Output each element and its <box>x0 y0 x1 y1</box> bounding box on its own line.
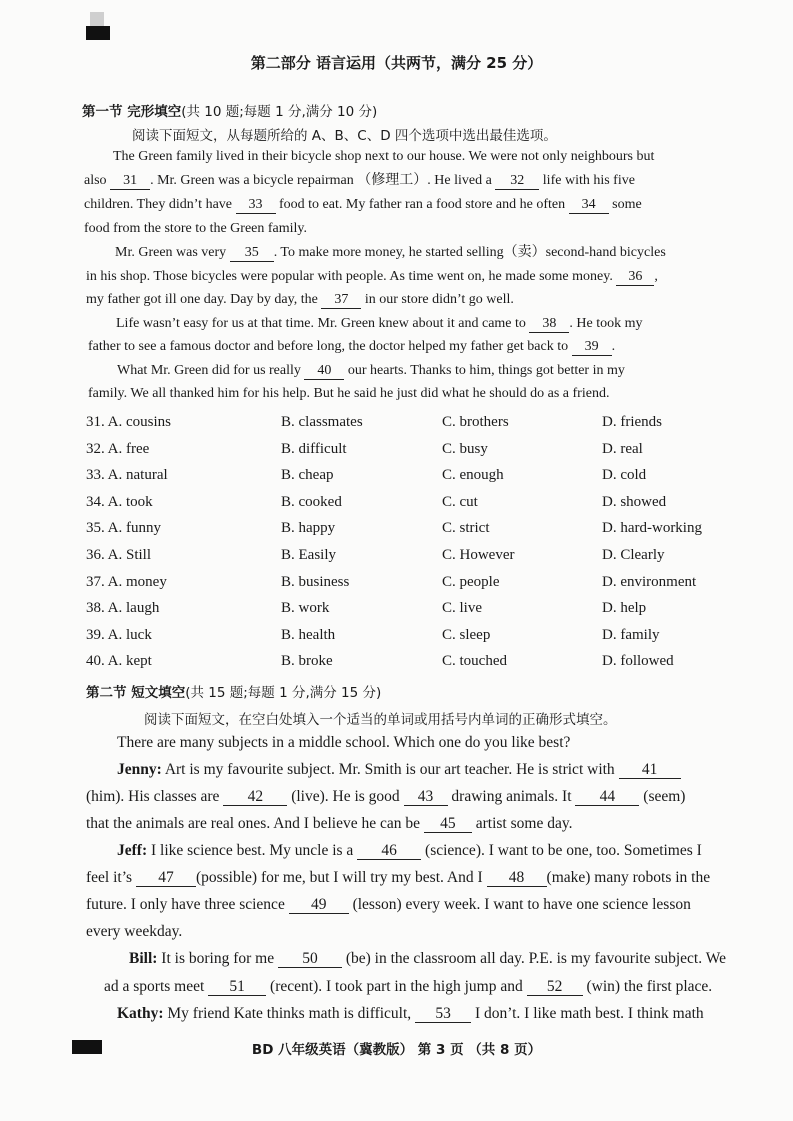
option-c[interactable]: C. brothers <box>442 414 509 430</box>
blank-42[interactable]: 42 <box>223 789 287 806</box>
passage-line: family. We all thanked him for his help. But he said he just did what he should do as a friend. <box>88 386 610 401</box>
option-a[interactable]: 36. A. Still <box>86 547 152 563</box>
option-row <box>86 520 746 540</box>
passage-line: Mr. Green was very 35 . To make more money, he started selling（卖）second-hand bicycles <box>115 245 666 260</box>
speaker-bill: Bill: <box>129 950 158 967</box>
option-c[interactable]: C. people <box>442 573 500 590</box>
section-1-title-rest: (共 10 题;每题 1 分,满分 10 分) <box>181 104 378 120</box>
blank-35[interactable]: 35 <box>230 245 274 262</box>
blank-44[interactable]: 44 <box>575 789 639 806</box>
passage-line: my father got ill one day. Day by day, the 37 in our store didn’t go well. <box>86 292 514 307</box>
option-a[interactable]: 37. A. money <box>86 573 167 590</box>
option-a[interactable]: 38. A. laugh <box>86 600 160 617</box>
passage-line: in his shop. Those bicycles were popular with people. As time went on, he made some money. 36 , <box>86 269 658 284</box>
option-c[interactable]: C. sleep <box>442 626 491 643</box>
option-c[interactable]: C. However <box>442 547 515 563</box>
option-a[interactable]: 39. A. luck <box>86 626 152 643</box>
option-row <box>86 467 746 487</box>
option-d[interactable]: D. Clearly <box>602 547 665 563</box>
passage-line: father to see a famous doctor and before long, the doctor helped my father get back to 39 . <box>88 339 616 354</box>
option-c[interactable]: C. strict <box>442 520 490 537</box>
blank-43[interactable]: 43 <box>404 789 448 806</box>
blank-40[interactable]: 40 <box>304 363 344 380</box>
option-c[interactable]: C. busy <box>442 440 488 457</box>
passage-line: Jeff: I like science best. My uncle is a 46 (science). I want to be one, too. Sometimes I <box>117 842 702 859</box>
option-a[interactable]: 33. A. natural <box>86 467 168 484</box>
option-b[interactable]: B. health <box>281 626 336 643</box>
part-title: 第二部分 语言运用（共两节，满分 25 分） <box>250 54 543 72</box>
redaction-mark <box>86 26 110 40</box>
option-b[interactable]: B. cheap <box>281 467 334 484</box>
option-b[interactable]: B. difficult <box>281 440 347 457</box>
passage-line: There are many subjects in a middle school. Which one do you like best? <box>117 734 571 751</box>
option-b[interactable]: B. happy <box>281 520 336 537</box>
option-row <box>86 600 746 620</box>
passage-line: future. I only have three science 49 (lesson) every week. I want to have one science lesson <box>86 896 691 913</box>
speaker-kathy: Kathy: <box>117 1005 164 1022</box>
section-1-title <box>82 100 377 120</box>
passage-line: Life wasn’t easy for us at that time. Mr. Green knew about it and came to 38 . He took my <box>116 316 643 331</box>
option-d[interactable]: D. friends <box>602 414 662 430</box>
blank-46[interactable]: 46 <box>357 843 421 860</box>
option-b[interactable]: B. business <box>281 573 350 590</box>
blank-41[interactable]: 41 <box>619 762 681 779</box>
option-a[interactable]: 35. A. funny <box>86 520 161 537</box>
option-d[interactable]: D. cold <box>602 467 647 484</box>
passage-line: Kathy: My friend Kate thinks math is difficult, 53 I don’t. I like math best. I think math <box>117 1005 704 1022</box>
blank-52[interactable]: 52 <box>527 979 583 996</box>
section-2-title-rest: (共 15 题;每题 1 分,满分 15 分) <box>185 685 382 701</box>
passage-line: The Green family lived in their bicycle shop next to our house. We were not only neighbours but <box>113 149 655 164</box>
blank-45[interactable]: 45 <box>424 816 472 833</box>
speaker-jeff: Jeff: <box>117 842 148 859</box>
option-d[interactable]: D. environment <box>602 573 697 590</box>
blank-51[interactable]: 51 <box>208 979 266 996</box>
option-d[interactable]: D. showed <box>602 493 667 510</box>
blank-31[interactable]: 31 <box>110 173 150 190</box>
passage-line: food from the store to the Green family. <box>84 221 308 236</box>
option-a[interactable]: 31. A. cousins <box>86 414 172 430</box>
passage-line: What Mr. Green did for us really 40 our hearts. Thanks to him, things got better in my <box>117 363 625 378</box>
blank-38[interactable]: 38 <box>529 316 569 333</box>
passage-line: Bill: It is boring for me 50 (be) in the classroom all day. P.E. is my favourite subject. We <box>129 950 726 967</box>
passage-line: (him). His classes are 42 (live). He is good 43 drawing animals. It 44 (seem) <box>86 788 686 805</box>
blank-33[interactable]: 33 <box>236 197 276 214</box>
redaction-mark <box>90 12 104 26</box>
option-d[interactable]: D. hard-working <box>602 520 702 537</box>
section-2-title-bold: 第二节 短文填空 <box>86 685 186 701</box>
section-2-title <box>86 681 381 701</box>
section-1-instruction: 阅读下面短文，从每题所给的 A、B、C、D 四个选项中选出最佳选项。 <box>132 128 557 144</box>
blank-47[interactable]: 47 <box>136 870 196 887</box>
option-row <box>86 441 746 461</box>
option-d[interactable]: D. help <box>602 600 647 617</box>
blank-48[interactable]: 48 <box>487 870 547 887</box>
blank-50[interactable]: 50 <box>278 951 342 968</box>
passage-line: feel it’s 47 (possible) for me, but I will try my best. And I 48 (make) many robots in the <box>86 869 711 886</box>
speaker-jenny: Jenny: <box>117 761 162 778</box>
option-b[interactable]: B. cooked <box>281 493 342 510</box>
option-d[interactable]: D. family <box>602 626 660 643</box>
option-d[interactable]: D. real <box>602 440 643 457</box>
option-b[interactable]: B. Easily <box>281 547 336 563</box>
option-row <box>86 627 746 647</box>
option-c[interactable]: C. cut <box>442 493 478 510</box>
blank-34[interactable]: 34 <box>569 197 609 214</box>
passage-line: children. They didn’t have 33 food to eat. My father ran a food store and he often 34 some <box>84 197 642 212</box>
option-d[interactable]: D. followed <box>602 653 674 670</box>
passage-line: also 31 . Mr. Green was a bicycle repairman （修理工）. He lived a 32 life with his five <box>84 173 635 188</box>
option-a[interactable]: 40. A. kept <box>86 653 152 670</box>
blank-39[interactable]: 39 <box>572 339 612 356</box>
option-row <box>86 414 746 434</box>
option-a[interactable]: 34. A. took <box>86 493 153 510</box>
option-c[interactable]: C. enough <box>442 467 504 484</box>
option-row <box>86 653 746 673</box>
passage-line: that the animals are real ones. And I believe he can be 45 artist some day. <box>86 815 573 832</box>
passage-line: Jenny: Art is my favourite subject. Mr. Smith is our art teacher. He is strict with 41 <box>117 761 681 779</box>
blank-49[interactable]: 49 <box>289 897 349 914</box>
option-b[interactable]: B. classmates <box>281 414 363 430</box>
page-footer: BD 八年级英语（冀教版） 第 3 页 （共 8 页） <box>251 1042 542 1058</box>
blank-32[interactable]: 32 <box>495 173 539 190</box>
blank-53[interactable]: 53 <box>415 1006 471 1023</box>
option-row <box>86 494 746 514</box>
option-b[interactable]: B. broke <box>281 653 333 670</box>
option-row <box>86 574 746 594</box>
option-c[interactable]: C. touched <box>442 653 507 670</box>
option-b[interactable]: B. work <box>281 600 330 617</box>
passage-line: ad a sports meet 51 (recent). I took part in the high jump and 52 (win) the first place. <box>104 978 713 995</box>
section-1-title-bold: 第一节 完形填空 <box>82 104 182 120</box>
passage-line: every weekday. <box>86 923 183 940</box>
blank-36[interactable]: 36 <box>616 269 654 286</box>
option-row <box>86 547 746 567</box>
option-a[interactable]: 32. A. free <box>86 440 150 457</box>
blank-37[interactable]: 37 <box>321 292 361 309</box>
option-c[interactable]: C. live <box>442 600 482 617</box>
section-2-instruction: 阅读下面短文，在空白处填入一个适当的单词或用括号内单词的正确形式填空。 <box>144 712 617 728</box>
